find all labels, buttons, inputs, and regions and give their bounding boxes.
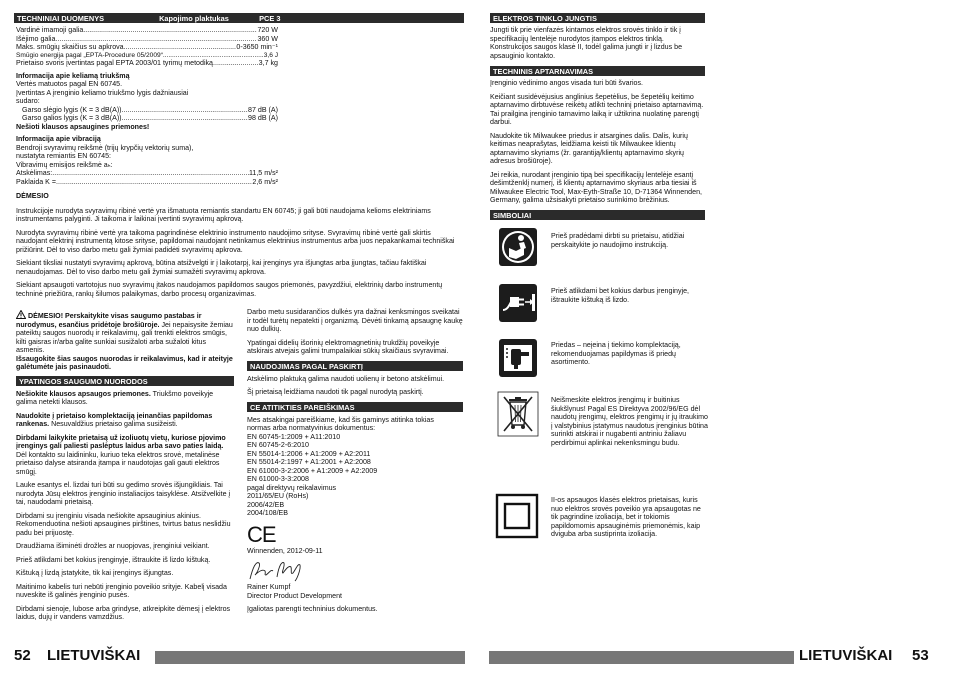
vibration-row	[16, 169, 278, 178]
demesio-paragraph: Nurodyta svyravimų ribinė vertė yra taikoma pagrindinėse elektrinio instrumento naudojimo srityse. Svyravimų ribinė vertė gali skirtis naudojant elektrinį instrumentą kitose srityse, papildomai naudojant netinkamus elektrinius instrumentus arba juos nepakankamai techniškai prižiūrint. Dėl to viso darbo metu gali žymiai padidėti svyravimų apkrova.	[16, 228, 455, 254]
spec-row	[16, 43, 278, 52]
maintenance-paragraph: Jei reikia, nurodant įrenginio tipą bei specifikacijų lentelėje esantį dešimtženklį numerį, iš klientų aptarnavimo skyriaus arba tiesiai iš Milwaukee Electric Tool, Max-Eyth-Straße 10, D-71364 Winnenden, Germany, galima užsisakyti prietaiso surinkimo brėžinius.	[490, 170, 702, 204]
safety-text: Dėl kontakto su laidininku, kuriuo teka elektros srovė, metalinėse prietaiso dalyse atsiranda įtampa ir naudotojas gali gauti elektros smūgį.	[16, 450, 220, 476]
tech-data-title: TECHNINIAI DUOMENYS	[17, 14, 105, 23]
safety-text: Dirbdami sienoje, lubose arba grindyse, atkreipkite dėmesį į elektros laidus, dujų ir vandens vamzdžius.	[16, 604, 231, 621]
ce-line: 2006/42/EB	[247, 500, 285, 509]
spec-label: Prietaiso svoris įvertintas pagal EPTA 2003/01 tyrimų metodiką.	[16, 59, 215, 68]
ce-header	[247, 402, 463, 412]
warning-text: Jei nepaisysite žemiau pateiktų saugos nuorodų ir reikalavimų, gali trenkti elektros smūgis, kilti gaisras ir/arba galite sunkiai susižaloti arba sužaloti kitus asmenis.	[16, 320, 233, 354]
symbol-text: Priedas – neįeina į tiekimo komplektaciją, rekomenduojamas papildymas iš priedų asortimento.	[551, 341, 681, 366]
page-title-right: LIETUVIŠKAI	[799, 647, 893, 664]
class-ii-icon	[495, 493, 539, 539]
safety-text: Lauke esantys el. lizdai turi būti su gedimo srovės išjungikliais. Tai nurodyta Jūsų elektros įrenginio instaliacijos taisyklėse. Atsižvelkite į tai, naudodami prietaisą.	[16, 481, 231, 506]
use-paragraph: Atskėlimo plaktuką galima naudoti uolienų ir betono atskėlimui.	[247, 374, 445, 383]
noise-value: 98 dB (A)	[248, 114, 278, 123]
vibration-value: 2,6 m/s²	[252, 177, 278, 186]
special-safety-header	[16, 376, 234, 386]
use-paragraph: Šį prietaisą leidžiama naudoti tik pagal nurodytą paskirtį.	[247, 388, 424, 396]
ce-line: EN 61000-3-2:2006 + A1:2009 + A2:2009	[247, 466, 378, 475]
symbol-text: Neišmeskite elektros įrengimų ir buitinius šiukšlynus! Pagal ES Direktyva 2002/96/EG dėl naudotų įrengimų, elektros įrengimų ir jų itraukimo į valstybinius įstatymus naudotus įrenginius būtina surinkti atskirai ir nugabenti antriniu žaliavu perdirbimui aplinkai nekenksmingu budu.	[551, 396, 708, 447]
spec-row	[16, 26, 278, 35]
symbol-text: Prieš pradėdami dirbti su prietaisu, atidžiai perskaitykite jo naudojimo instrukciją.	[551, 232, 685, 249]
maintenance-paragraph: Naudokite tik Milwaukee priedus ir atsargines dalis. Dalis, kurių keitimas neaprašytas, leidžiama keisti tik Milwaukee klientų aptarnavimo skyriams (žr. garantiją/klientų aptarnavimo skyrių adresus brošiūroje).	[490, 131, 688, 165]
manual-icon	[497, 226, 539, 268]
safety-paragraph	[16, 481, 234, 507]
safety-text: Kištuką į lizdą įstatykite, tik kai įrenginys išjungtas.	[16, 569, 174, 577]
page-number-left: 52	[14, 647, 31, 664]
mains-paragraph: Jungti tik prie vienfazės kintamos elektros srovės tinklo ir tik į specifikacijų lentelėje nurodytos įtampos elektros tinklą. Konstrukcijos saugos klasė II, todėl galima jungti ir į lizdus be apsauginio kontakto.	[490, 26, 683, 60]
safety-paragraph	[16, 512, 234, 538]
footer-bar-left	[155, 651, 465, 664]
ce-line: EN 55014-1:2006 + A1:2009 + A2:2011	[247, 449, 371, 458]
right-column	[490, 13, 705, 220]
signature-image	[247, 557, 463, 583]
spec-list	[16, 26, 278, 186]
ce-line: EN 60745-2-6:2010	[247, 441, 309, 449]
demesio-paragraph: Siekiant tiksliai nustatyti svyravimų apkrovą, būtina atsižvelgti ir į laikotarpį, kai įrenginys yra išjungtas arba įjungtas, tačiau faktiškai nenaudojamas. Dėl to viso darbo metu gali žymiai sumažėti svyravimų apkrova.	[16, 259, 427, 276]
spec-row	[16, 35, 278, 44]
accessory-icon	[497, 337, 539, 379]
ce-line: 2004/108/EB	[247, 509, 289, 517]
safety-text: Dirbdami su įrenginiu visada nešiokite apsauginius akinius. Rekomenduotina nešioti apsaugines pirštines, tvirtus batus neslidžiu padu bei prijuostę.	[16, 511, 231, 537]
ce-mark: CE	[247, 521, 276, 547]
model-name: PCE 3	[259, 14, 281, 23]
spec-label: Išėjimo galia	[16, 34, 56, 43]
safety-text: Prieš atlikdami bet kokius įrenginyje, ištraukite iš lizdo kištuką.	[16, 555, 211, 564]
safety-paragraph	[16, 583, 234, 600]
middle-column	[247, 308, 463, 614]
spec-label: Maks. smūgių skaičius su apkrova	[16, 43, 124, 51]
vibration-line: nustatyta remiantis EN 60745:	[16, 152, 112, 161]
spec-value: 3,6 J	[263, 51, 278, 59]
signer-name: Rainer Kumpf	[247, 583, 291, 591]
maintenance-header	[490, 66, 705, 76]
vibration-label: Paklaida K =	[16, 177, 57, 186]
safety-paragraph	[16, 434, 234, 477]
signer-title: Director Product Development	[247, 591, 343, 600]
footer-bar-right	[489, 651, 794, 664]
noise-value: 87 dB (A)	[248, 105, 278, 114]
vibration-row	[16, 178, 278, 187]
noise-title: Informacija apie keliamą triukšmą	[16, 71, 130, 80]
safety-bold: Nešiokite klausos apsaugos priemones.	[16, 389, 151, 398]
ce-line: normas arba normatyvinius dokumentus:	[247, 424, 376, 432]
weee-bin-icon	[497, 391, 539, 433]
general-warning	[16, 310, 234, 372]
noise-row	[16, 106, 278, 115]
authorization-line: Įgaliotas parengti techninius dokumentus.	[247, 605, 378, 613]
spec-value: 720 W	[257, 26, 278, 34]
spec-label: Smūgio energija pagal „EPTA-Procedure 05/2009“	[16, 51, 163, 59]
safety-paragraph	[16, 412, 234, 429]
demesio-title: DĖMESIO	[16, 192, 49, 200]
dust-paragraph: Darbo metu susidarančios dulkės yra dažnai kenksmingos sveikatai ir todėl turėtų nepatekti į organizmą. Dėvėti tinkamą apsaugnę kaukę nuo dulkių.	[247, 308, 463, 333]
spec-value: 0-3650 min⁻¹	[236, 43, 278, 51]
tech-data-header	[14, 13, 464, 23]
mains-connection-title: ELEKTROS TINKLO JUNGTIS	[493, 14, 597, 23]
vibration-label: Atskėlimas:	[16, 169, 53, 178]
safety-paragraph	[16, 569, 234, 578]
spec-value: 360 W	[257, 34, 278, 43]
maintenance-paragraph: Keičiant susidėvėjusius anglinius šepetėlius, be šepetėlių keitimo aptarnavimo dirbtuvėse reikėtų atlikti techninį prietaiso aptarnavimą. Tai prailgina įrenginio tarnavimo laiką ir užtikrina nuolatinę parengtį darbui.	[490, 92, 704, 126]
spec-label: Vardinė imamoji galia	[16, 26, 84, 34]
spec-row	[16, 52, 278, 60]
mains-connection-header	[490, 13, 705, 23]
safety-bold: Dirbdami laikykite prietaisą už izoliuotų vietų, kuriose pjovimo įrenginys gali paliesti paslėptus laidus arba savo paties laidą.	[16, 433, 226, 450]
maintenance-title: TECHNINIS APTARNAVIMAS	[493, 67, 594, 76]
safety-text: Nesuvaldžius prietaiso galima susižeisti.	[49, 420, 178, 428]
demesio-paragraph: Instrukcijoje nurodyta svyravimų ribinė vertė yra išmatuota remiantis standartu EN 60745; ji gali būti naudojama kelioms elektriniams instrumentams palyginti. Ji taikoma ir laikinai įvertinti svyravimų apkrovą.	[16, 206, 431, 223]
ce-line: EN 61000-3-3:2008	[247, 475, 309, 483]
unplug-icon	[497, 282, 539, 324]
demesio-section	[16, 192, 462, 303]
place-date: Winnenden, 2012-09-11	[247, 546, 323, 555]
vibration-title: Informacija apie vibraciją	[16, 135, 101, 144]
noise-line: sudaro:	[16, 97, 40, 106]
vibration-line: Vibravimų emisijos reikšmė aₕ:	[16, 160, 113, 169]
ce-line: pagal direktyvų reikalavimus	[247, 483, 337, 492]
safety-paragraph	[16, 605, 234, 622]
symbol-text: II-os apsaugos klasės elektros prietaisas, kuris nuo elektros srovės poveikio yra apsaugotas ne tik pagrindine izoliacija, bet ir tokiomis papildomomis apsauginėmis priemonėmis, kaip dviguba arba sustiprinta izoliacija.	[551, 496, 701, 538]
page-title-left: LIETUVIŠKAI	[47, 647, 141, 664]
spec-row	[16, 59, 278, 68]
special-safety-title: YPATINGOS SAUGUMO NUORODOS	[19, 376, 148, 386]
symbols-title: SIMBOLIAI	[493, 210, 532, 220]
noise-line: Įvertintas A įrenginio keliamo triukšmo lygis dažniausiai	[16, 88, 189, 97]
ce-title: CE ATITIKTIES PAREIŠKIMAS	[250, 402, 355, 412]
warning-bold-2: Išsaugokite šias saugos nuorodas ir reikalavimus, kad ir ateityje galėtumėte jais pasinaudoti.	[16, 354, 233, 371]
symbols-header	[490, 210, 705, 220]
warning-bold: DĖMESIO! Perskaitykite visas saugumo pastabas ir nurodymus, esančius pridėtoje brošiūroje.	[16, 312, 202, 329]
tool-name: Kapojimo plaktukas	[159, 14, 229, 23]
safety-text: Triukšmo poveikyje galima netekti klausos.	[16, 389, 214, 406]
noise-label: Garso galios lygis (K = 3 dB(A))	[22, 114, 122, 123]
spec-value: 3,7 kg	[258, 59, 278, 68]
page-number-right: 53	[912, 647, 929, 664]
emi-paragraph: Ypatingai didelių išorinių elektromagnetinių trukdžių poveikyje atskirais atvejais galimi trumpalaikiai sūkių skaičiaus svyravimai.	[247, 338, 449, 355]
safety-text: Maitinimo kabelis turi nebūti įrenginio poveikio srityje. Kabelį visada nuveskite iš galinės įrenginio pusės.	[16, 582, 227, 599]
noise-warning: Nešioti klausos apsaugines priemones!	[16, 122, 150, 131]
safety-paragraph	[16, 542, 234, 551]
ce-line: EN 55014-2:1997 + A1:2001 + A2:2008	[247, 458, 371, 466]
noise-row	[16, 114, 278, 123]
warning-triangle-icon	[16, 310, 26, 319]
vibration-value: 11,5 m/s²	[248, 169, 278, 178]
demesio-paragraph: Siekiant apsaugoti vartotojus nuo svyravimų įtakos naudojamos papildomos saugos priemonės, pavyzdžiui, elektrinių darbo instrumentų techninė priežiūra, rankų šilumos palaikymas, darbo procesų organizavimas.	[16, 281, 443, 298]
noise-line: Vertės matuotos pagal EN 60745.	[16, 80, 123, 89]
symbol-text: Prieš atlikdami bet kokius darbus įrenginyje, ištraukite kištuką iš lizdo.	[551, 287, 689, 304]
intended-use-header	[247, 361, 463, 371]
safety-text: Draudžiama išiminėti drožles ar nuopjovas, įrenginiui veikiant.	[16, 542, 210, 550]
ce-line: EN 60745-1:2009 + A11:2010	[247, 432, 341, 441]
ce-line: 2011/65/EU (RoHs)	[247, 492, 309, 500]
safety-paragraph	[16, 556, 234, 565]
safety-column	[16, 310, 234, 627]
noise-label: Garso slėgio lygis (K = 3 dB(A))	[22, 105, 122, 114]
ce-line: Mes atsakingai pareiškiame, kad šis gaminys atitinka tokias	[247, 415, 434, 424]
maintenance-paragraph: Įrenginio vėdinimo angos visada turi būti švarios.	[490, 79, 643, 87]
vibration-line: Bendroji svyravimų reikšmė (trijų krypčių vektorių suma),	[16, 143, 194, 152]
intended-use-title: NAUDOJIMAS PAGAL PASKIRTĮ	[250, 361, 363, 371]
safety-bold: Naudokite į prietaiso komplektaciją įeinančias papildomas rankenas.	[16, 411, 213, 428]
safety-paragraph	[16, 390, 234, 407]
